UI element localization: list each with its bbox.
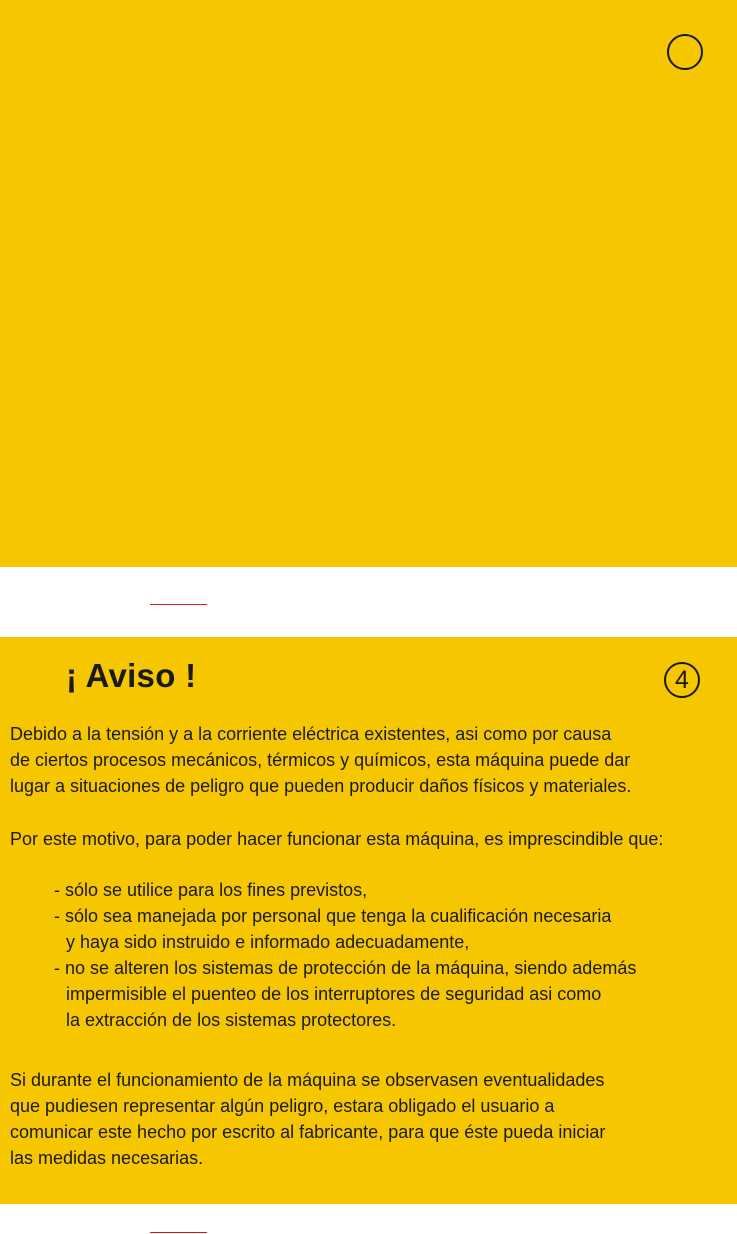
warning-title: ¡ Aviso !	[66, 657, 197, 694]
intro-line: lugar a situaciones de peligro que pueden producir daños físicos y materiales.	[10, 776, 632, 796]
requirements-list	[54, 877, 737, 1033]
reason-paragraph	[10, 826, 730, 852]
warning-panel	[0, 637, 737, 1204]
closing-line: las medidas necesarias.	[10, 1148, 204, 1168]
list-item: - sólo se utilice para los fines previstos,	[54, 880, 368, 900]
list-item: - no se alteren los sistemas de protección de la máquina, siendo además	[54, 958, 637, 978]
reason-line: Por este motivo, para poder hacer funcionar esta máquina, es imprescindible que:	[10, 829, 664, 849]
list-item-continuation: y haya sido instruido e informado adecuadamente,	[66, 932, 470, 952]
list-item-continuation: la extracción de los sistemas protectores.	[66, 1010, 397, 1030]
page-number-badge: 4	[664, 662, 700, 698]
intro-paragraph	[10, 721, 730, 799]
intro-line: Debido a la tensión y a la corriente eléctrica existentes, asi como por causa	[10, 724, 612, 744]
intro-line: de ciertos procesos mecánicos, térmicos y químicos, esta máquina puede dar	[10, 750, 631, 770]
closing-paragraph	[10, 1067, 730, 1171]
list-item-continuation: impermisible el puenteo de los interruptores de seguridad asi como	[66, 984, 602, 1004]
closing-line: Si durante el funcionamiento de la máquina se observasen eventualidades	[10, 1070, 605, 1090]
red-divider-top	[150, 604, 207, 605]
red-divider-bottom	[150, 1232, 207, 1233]
top-yellow-panel	[0, 0, 737, 567]
list-item: - sólo sea manejada por personal que tenga la cualificación necesaria	[54, 906, 612, 926]
closing-line: que pudiesen representar algún peligro, estara obligado el usuario a	[10, 1096, 555, 1116]
closing-line: comunicar este hecho por escrito al fabricante, para que éste pueda iniciar	[10, 1122, 606, 1142]
empty-circle-badge	[667, 34, 703, 70]
